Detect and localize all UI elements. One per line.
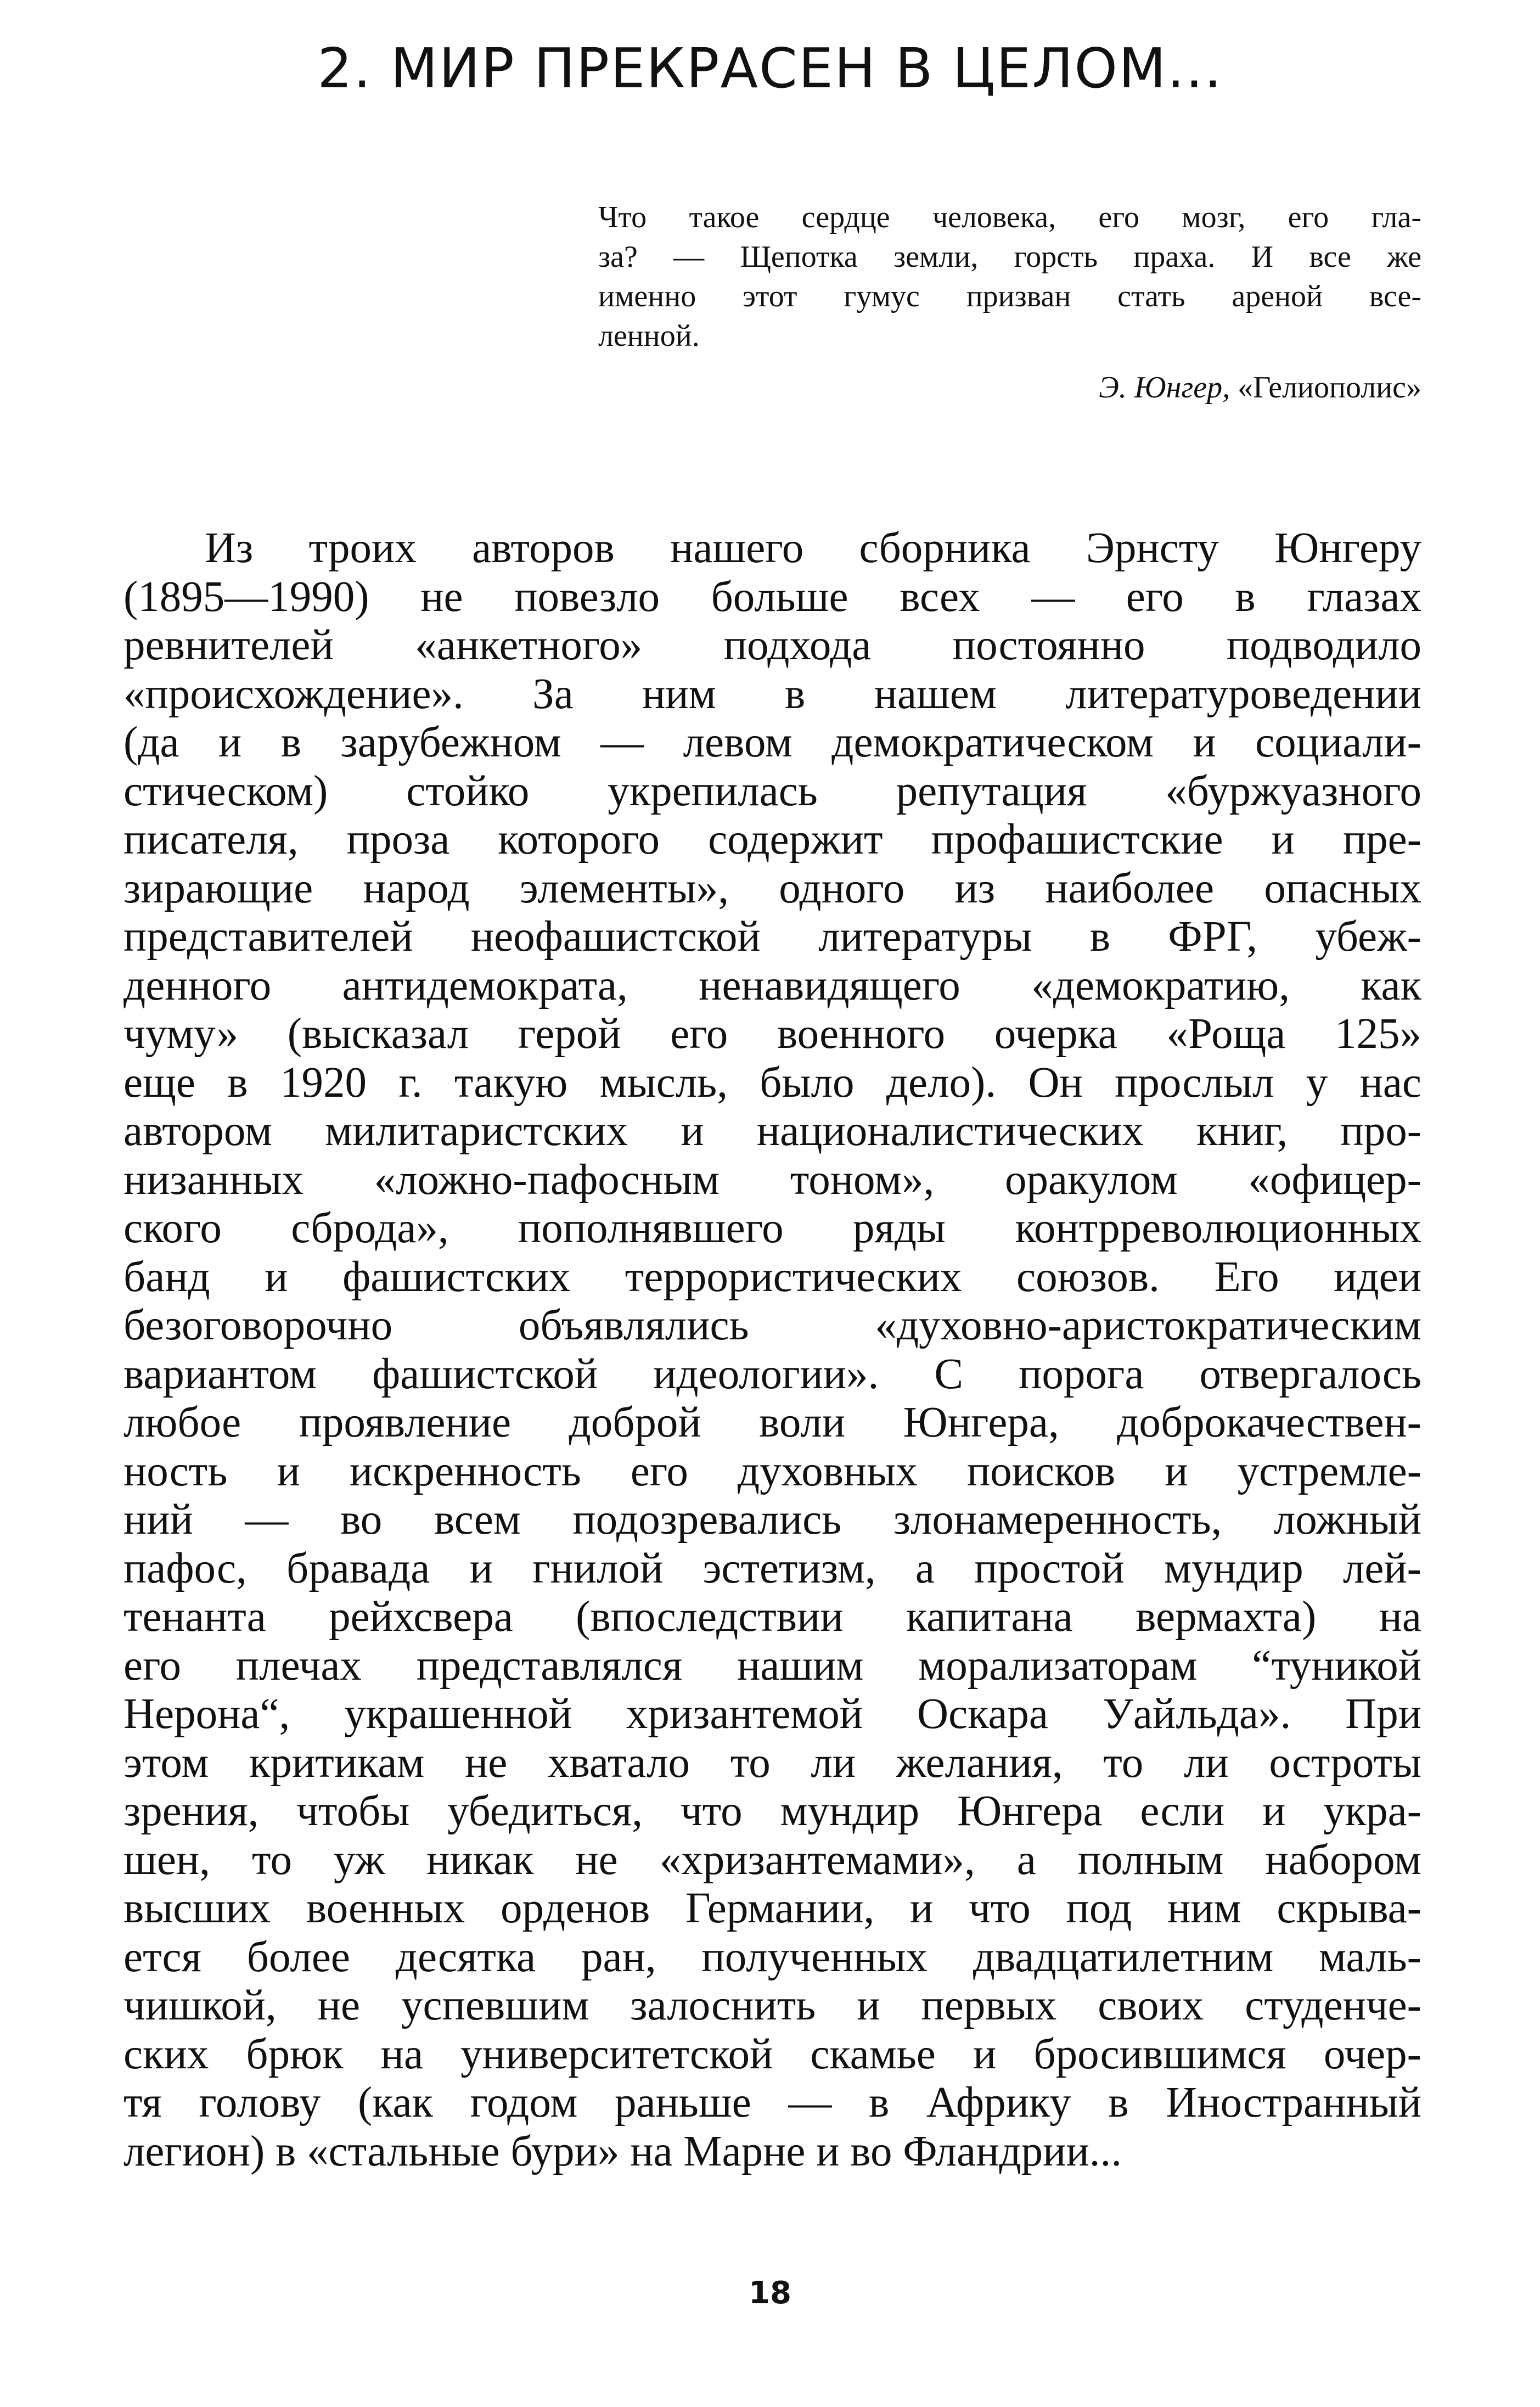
paragraph-line: безоговорочно объявлялись «духовно-аристократическим (123, 1301, 1421, 1349)
paragraph-line: легион) в «стальные бури» на Марне и во Фландрии... (123, 2127, 1122, 2175)
epigraph-line: Что такое сердце человека, его мозг, его гла- (598, 200, 1421, 234)
page-number: 18 (749, 2275, 791, 2311)
paragraph-line: чишкой, не успевшим залоснить и первых своих студенче- (123, 1982, 1421, 2029)
paragraph-line: зирающие народ элементы», одного из наиболее опасных (123, 864, 1421, 912)
paragraph-line: зрения, чтобы убедиться, что мундир Юнгера если и укра- (123, 1787, 1421, 1835)
epigraph-line: ленной. (598, 319, 700, 353)
paragraph-line: этом критикам не хватало то ли желания, то ли остроты (123, 1738, 1421, 1787)
paragraph-line: ских брюк на университетской скамье и бросившимся очер- (123, 2030, 1421, 2078)
chapter-title: 2. МИР ПРЕКРАСЕН В ЦЕЛОМ... (317, 36, 1223, 100)
paragraph-line: еще в 1920 г. такую мысль, было дело). Он прослыл у нас (123, 1058, 1421, 1107)
paragraph-line: Из троих авторов нашего сборника Эрнсту Юнгеру (205, 524, 1421, 572)
paragraph-line: ний — во всем подозревались злонамеренность, ложный (123, 1496, 1421, 1544)
paragraph-line: ность и искренность его духовных поисков и устремле- (123, 1447, 1421, 1495)
body-paragraph (123, 524, 1421, 2176)
epigraph (598, 198, 1421, 356)
paragraph-line: ского сброда», пополнявшего ряды контрреволюционных (123, 1204, 1421, 1252)
paragraph-line: низанных «ложно-пафосным тоном», оракулом «офицер- (123, 1155, 1421, 1204)
epigraph-source: «Гелиополис» (1238, 371, 1421, 405)
paragraph-line: тя голову (как годом раньше — в Африку в Иностранный (123, 2079, 1421, 2127)
paragraph-line: денного антидемократа, ненавидящего «демократию, как (123, 961, 1421, 1009)
paragraph-line: шен, то уж никак не «хризантемами», а полным набором (123, 1836, 1421, 1884)
epigraph-line: именно этот гумус призван стать ареной все- (598, 279, 1421, 313)
paragraph-line: (1895—1990) не повезло больше всех — его в глазах (123, 573, 1421, 621)
paragraph-line: пафос, бравада и гнилой эстетизм, а простой мундир лей- (123, 1544, 1421, 1592)
paragraph-line: «происхождение». За ним в нашем литературоведении (123, 670, 1421, 718)
epigraph-author: Э. Юнгер, (1099, 371, 1230, 405)
paragraph-line: автором милитаристских и националистических книг, про- (123, 1107, 1421, 1155)
paragraph-line: его плечах представлялся нашим морализаторам “туникой (123, 1641, 1421, 1690)
paragraph-line: представителей неофашистской литературы в ФРГ, убеж- (123, 913, 1421, 961)
epigraph-line: за? — Щепотка земли, горсть праха. И все же (598, 240, 1421, 274)
paragraph-line: ется более десятка ран, полученных двадцатилетним маль- (123, 1933, 1421, 1981)
paragraph-line: высших военных орденов Германии, и что под ним скрыва- (123, 1884, 1421, 1932)
paragraph-line: писателя, проза которого содержит профашистские и пре- (123, 816, 1421, 863)
paragraph-line: (да и в зарубежном — левом демократическом и социали- (123, 719, 1421, 766)
paragraph-line: Нерона“, украшенной хризантемой Оскара Уайльда». При (123, 1690, 1421, 1738)
paragraph-line: тенанта рейхсвера (впоследствии капитана вермахта) на (123, 1593, 1421, 1641)
paragraph-line: банд и фашистских террористических союзов. Его идеи (123, 1253, 1421, 1301)
paragraph-line: ревнителей «анкетного» подхода постоянно подводило (123, 621, 1421, 669)
paragraph-line: чуму» (высказал герой его военного очерка «Роща 125» (123, 1010, 1421, 1058)
epigraph-attribution (598, 368, 1421, 407)
paragraph-line: стическом) стойко укрепилась репутация «буржуазного (123, 767, 1421, 815)
paragraph-line: любое проявление доброй воли Юнгера, доброкачествен- (123, 1399, 1421, 1446)
paragraph-line: вариантом фашистской идеологии». С порога отвергалось (123, 1350, 1421, 1398)
